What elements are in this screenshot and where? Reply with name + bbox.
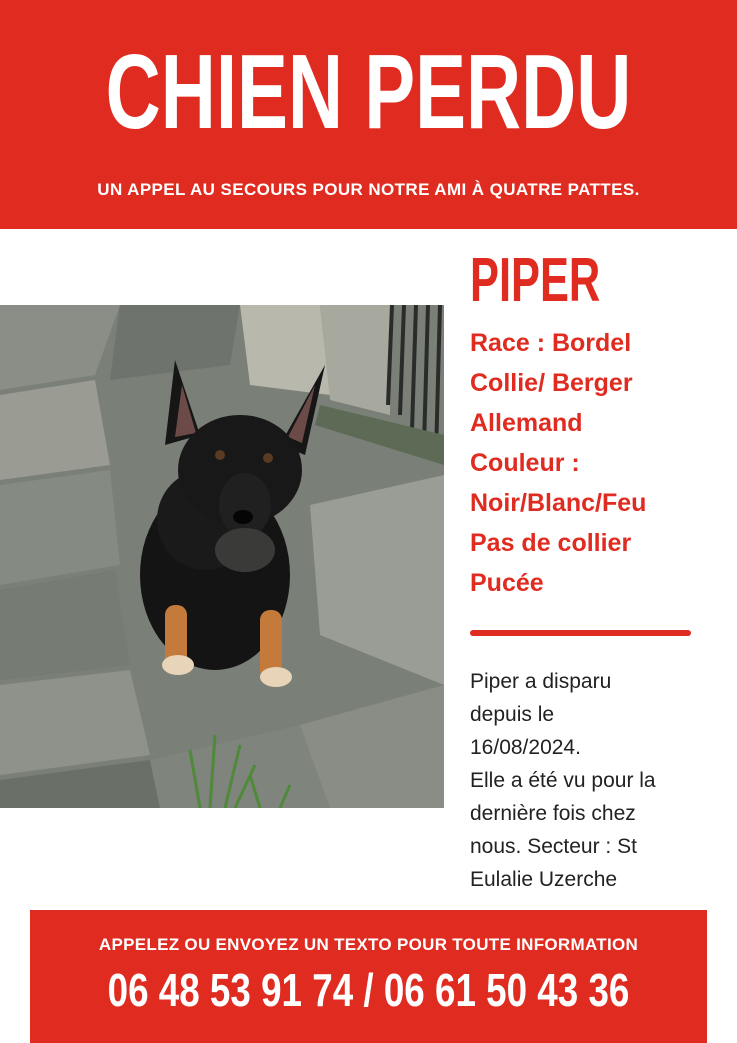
description-line: Eulalie Uzerche xyxy=(470,868,618,891)
disappearance-description xyxy=(470,665,720,896)
detail-line: Couleur : xyxy=(470,449,580,477)
phone-numbers: 06 48 53 91 74 / 06 61 50 43 36 xyxy=(107,964,630,1016)
detail-line: Pas de collier xyxy=(470,529,632,557)
contact-banner xyxy=(30,910,707,1043)
description-line: Piper a disparu xyxy=(470,670,612,693)
dog-details xyxy=(470,323,730,603)
description-line: dernière fois chez xyxy=(470,802,636,825)
description-line: 16/08/2024. xyxy=(470,736,581,759)
header-banner xyxy=(0,0,737,229)
detail-line: Collie/ Berger xyxy=(470,369,633,397)
dog-name: PIPER xyxy=(470,246,601,315)
detail-line: Pucée xyxy=(470,569,544,597)
poster-subtitle: UN APPEL AU SECOURS POUR NOTRE AMI À QUATRE PATTES. xyxy=(97,180,640,199)
description-line: nous. Secteur : St xyxy=(470,835,637,858)
divider xyxy=(470,630,691,636)
detail-line: Allemand xyxy=(470,409,583,437)
detail-line: Noir/Blanc/Feu xyxy=(470,489,647,517)
contact-call-to-action: APPELEZ OU ENVOYEZ UN TEXTO POUR TOUTE INFORMATION xyxy=(98,935,639,954)
poster-title: CHIEN PERDU xyxy=(105,33,632,151)
dog-photo-illustration xyxy=(0,305,444,808)
dog-photo xyxy=(0,305,444,808)
description-line: depuis le xyxy=(470,703,555,726)
detail-line: Race : Bordel xyxy=(470,329,632,357)
description-line: Elle a été vu pour la xyxy=(470,769,656,792)
